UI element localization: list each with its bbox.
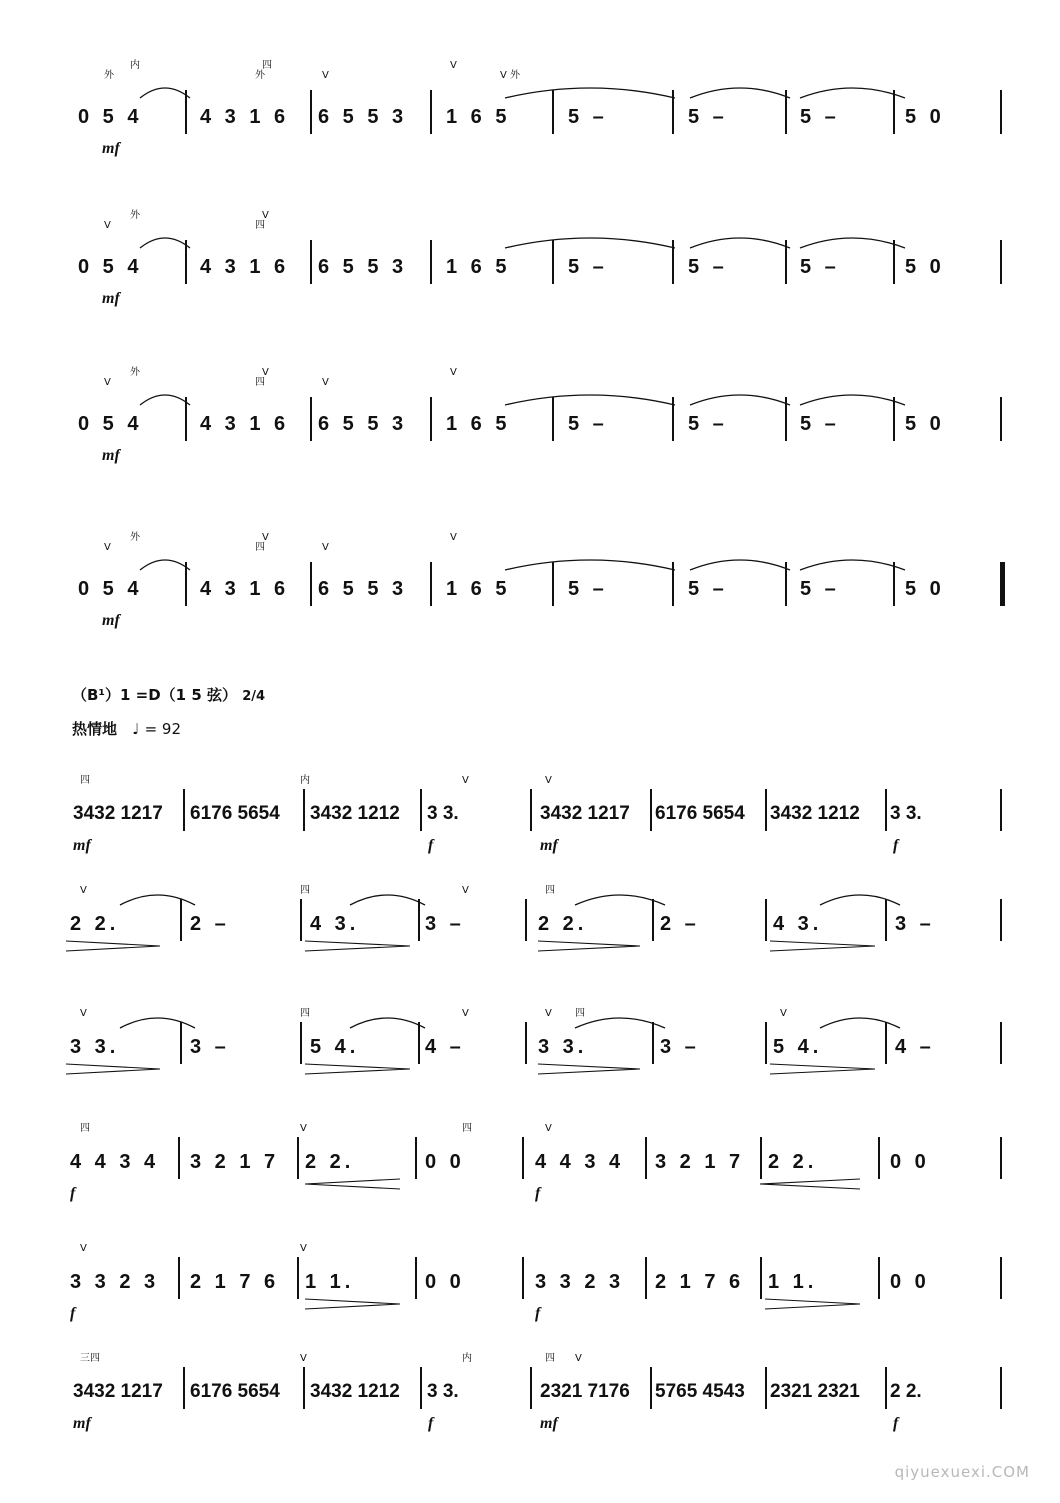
measure-notes: 3432 1212 — [770, 803, 860, 824]
fingering-mark: 内 — [300, 775, 310, 786]
dynamic-mark: mf — [73, 1415, 91, 1432]
measure-notes: 2 2. — [305, 1151, 355, 1173]
note-group: 6 5 5 3 — [318, 256, 408, 278]
fingering-mark: V 外 — [500, 70, 521, 81]
measure-notes: 3 3. — [890, 803, 922, 824]
note-group: 1 6 5 — [446, 106, 511, 128]
dynamic-mark: f — [535, 1185, 541, 1202]
slurs-and-hairpins — [0, 1127, 1060, 1197]
measure-notes: 2 2. — [538, 913, 588, 935]
slurs-and-hairpins — [0, 1247, 1060, 1317]
fingering-mark: 四 — [545, 1353, 555, 1364]
dynamic-mark: mf — [102, 447, 120, 464]
note-group: 0 5 4 — [78, 578, 143, 600]
measure-notes: 4 4 3 4 — [535, 1151, 625, 1173]
note-group: 5 – — [800, 256, 840, 278]
note-group: 6 5 5 3 — [318, 413, 408, 435]
fingering-mark: 四 — [255, 377, 265, 388]
note-group: 4 3 1 6 — [200, 256, 290, 278]
dynamic-mark: mf — [540, 1415, 558, 1432]
note-group: 5 0 — [905, 578, 945, 600]
measure-notes: 6176 5654 — [655, 803, 745, 824]
measure-notes: 4 3. — [773, 913, 823, 935]
measure-notes: 5 4. — [310, 1036, 360, 1058]
dynamic-mark: f — [70, 1185, 76, 1202]
measure-notes: 2 1 7 6 — [655, 1271, 745, 1293]
note-group: 5 – — [688, 413, 728, 435]
fingering-mark: 四 — [545, 885, 555, 896]
fingering-mark: V — [322, 377, 329, 388]
measure-notes: 0 0 — [425, 1271, 465, 1293]
measure-notes: 3432 1217 — [73, 803, 163, 824]
measure-notes: 2 2. — [70, 913, 120, 935]
note-group: 5 0 — [905, 413, 945, 435]
dynamic-mark: mf — [102, 140, 120, 157]
fingering-mark: 三四 — [80, 1353, 100, 1364]
measure-notes: 2 – — [190, 913, 230, 935]
note-group: 0 5 4 — [78, 106, 143, 128]
measure-notes: 5765 4543 — [655, 1381, 745, 1402]
note-group: 0 5 4 — [78, 413, 143, 435]
note-group: 1 6 5 — [446, 578, 511, 600]
measure-notes: 2 2. — [768, 1151, 818, 1173]
measure-notes: 0 0 — [890, 1271, 930, 1293]
fingering-mark: V — [462, 775, 469, 786]
measure-notes: 0 0 — [890, 1151, 930, 1173]
measure-notes: 2 – — [660, 913, 700, 935]
fingering-mark: 四 — [255, 220, 265, 231]
dynamic-mark: mf — [102, 612, 120, 629]
note-group: 4 3 1 6 — [200, 413, 290, 435]
note-group: 5 – — [688, 578, 728, 600]
fingering-mark: 内 — [462, 1353, 472, 1364]
measure-notes: 3432 1212 — [310, 1381, 400, 1402]
note-group: 4 3 1 6 — [200, 578, 290, 600]
measure-notes: 4 3. — [310, 913, 360, 935]
slurs-and-hairpins — [0, 889, 1060, 959]
key-signature-line: （B¹）1 =D（1 5 弦） 2/4 — [72, 686, 266, 704]
measure-notes: 6176 5654 — [190, 1381, 280, 1402]
fingering-mark: 外 — [255, 70, 265, 81]
fingering-mark: V — [780, 1008, 787, 1019]
dynamic-mark: mf — [540, 837, 558, 854]
fingering-mark: 外 — [130, 210, 140, 221]
fingering-mark: V — [462, 885, 469, 896]
measure-notes: 3 – — [660, 1036, 700, 1058]
note-group: 5 – — [568, 106, 608, 128]
fingering-mark: 四 — [300, 885, 310, 896]
measure-notes: 3 3. — [538, 1036, 588, 1058]
measure-notes: 3432 1217 — [73, 1381, 163, 1402]
measure-notes: 6176 5654 — [190, 803, 280, 824]
slurs-and-hairpins — [0, 779, 1060, 849]
dynamic-mark: f — [535, 1305, 541, 1322]
fingering-mark: V — [575, 1353, 582, 1364]
measure-notes: 2 2. — [890, 1381, 922, 1402]
note-group: 5 0 — [905, 106, 945, 128]
note-group: 4 3 1 6 — [200, 106, 290, 128]
measure-notes: 3 – — [895, 913, 935, 935]
fingering-mark: V — [262, 532, 269, 543]
slurs-and-hairpins — [0, 1357, 1060, 1427]
measure-notes: 3 2 1 7 — [190, 1151, 280, 1173]
dynamic-mark: f — [893, 1415, 899, 1432]
note-group: 5 – — [568, 578, 608, 600]
fingering-mark: V — [300, 1123, 307, 1134]
measure-notes: 2 1 7 6 — [190, 1271, 280, 1293]
fingering-mark: V — [300, 1353, 307, 1364]
measure-notes: 3 3 2 3 — [535, 1271, 625, 1293]
measure-notes: 2321 7176 — [540, 1381, 630, 1402]
measure-notes: 3 – — [425, 913, 465, 935]
note-group: 1 6 5 — [446, 413, 511, 435]
fingering-mark: V — [104, 377, 111, 388]
fingering-mark: V — [80, 1008, 87, 1019]
measure-notes: 3432 1212 — [310, 803, 400, 824]
fingering-mark: V — [80, 1243, 87, 1254]
note-group: 5 – — [800, 413, 840, 435]
dynamic-mark: f — [70, 1305, 76, 1322]
note-group: 0 5 4 — [78, 256, 143, 278]
fingering-mark: 四 — [255, 542, 265, 553]
fingering-mark: 内 — [130, 60, 140, 71]
time-signature: 2/4 — [242, 689, 266, 704]
note-group: 5 0 — [905, 256, 945, 278]
note-group: 5 – — [568, 256, 608, 278]
measure-notes: 5 4. — [773, 1036, 823, 1058]
fingering-mark: 四 — [300, 1008, 310, 1019]
slurs-and-hairpins — [0, 1012, 1060, 1082]
dynamic-mark: f — [428, 1415, 434, 1432]
slurs — [0, 391, 1060, 431]
measure-notes: 3 3. — [427, 1381, 459, 1402]
fingering-mark: V — [322, 542, 329, 553]
measure-notes: 4 – — [895, 1036, 935, 1058]
dynamic-mark: f — [428, 837, 434, 854]
measure-notes: 3 – — [190, 1036, 230, 1058]
measure-notes: 3 3. — [70, 1036, 120, 1058]
dynamic-mark: mf — [73, 837, 91, 854]
fingering-mark: 四 — [262, 60, 272, 71]
quarter-note-icon: ♩ — [132, 720, 140, 738]
measure-notes: 0 0 — [425, 1151, 465, 1173]
fingering-mark: V — [262, 367, 269, 378]
note-group: 5 – — [688, 106, 728, 128]
watermark: qiyuexuexi.COM — [894, 1463, 1030, 1481]
measure-notes: 3 3 2 3 — [70, 1271, 160, 1293]
fingering-mark: V — [322, 70, 329, 81]
fingering-mark: V — [545, 1008, 552, 1019]
fingering-mark: V — [450, 532, 457, 543]
note-group: 6 5 5 3 — [318, 578, 408, 600]
fingering-mark: V — [462, 1008, 469, 1019]
fingering-mark: V — [450, 60, 457, 71]
fingering-mark: 四 — [80, 1123, 90, 1134]
dynamic-mark: f — [893, 837, 899, 854]
tempo-line: 热情地 ♩ = 92 — [72, 720, 181, 738]
fingering-mark: V — [450, 367, 457, 378]
measure-notes: 1 1. — [305, 1271, 355, 1293]
fingering-mark: 外 — [104, 70, 114, 81]
fingering-mark: V — [80, 885, 87, 896]
fingering-mark: V — [104, 220, 111, 231]
fingering-mark: 外 — [130, 532, 140, 543]
dynamic-mark: mf — [102, 290, 120, 307]
note-group: 5 – — [568, 413, 608, 435]
measure-notes: 3 3. — [427, 803, 459, 824]
measure-notes: 2321 2321 — [770, 1381, 860, 1402]
note-group: 6 5 5 3 — [318, 106, 408, 128]
fingering-mark: V — [300, 1243, 307, 1254]
note-group: 5 – — [800, 106, 840, 128]
fingering-mark: V — [545, 775, 552, 786]
measure-notes: 4 – — [425, 1036, 465, 1058]
fingering-mark: 外 — [130, 367, 140, 378]
measure-notes: 4 4 3 4 — [70, 1151, 160, 1173]
slurs — [0, 556, 1060, 596]
slurs — [0, 234, 1060, 274]
fingering-mark: 四 — [80, 775, 90, 786]
measure-notes: 3 2 1 7 — [655, 1151, 745, 1173]
fingering-mark: V — [545, 1123, 552, 1134]
note-group: 5 – — [800, 578, 840, 600]
measure-notes: 1 1. — [768, 1271, 818, 1293]
fingering-mark: V — [262, 210, 269, 221]
fingering-mark: 四 — [575, 1008, 585, 1019]
fingering-mark: V — [104, 542, 111, 553]
slurs — [0, 84, 1060, 124]
note-group: 5 – — [688, 256, 728, 278]
measure-notes: 3432 1217 — [540, 803, 630, 824]
fingering-mark: 四 — [462, 1123, 472, 1134]
note-group: 1 6 5 — [446, 256, 511, 278]
